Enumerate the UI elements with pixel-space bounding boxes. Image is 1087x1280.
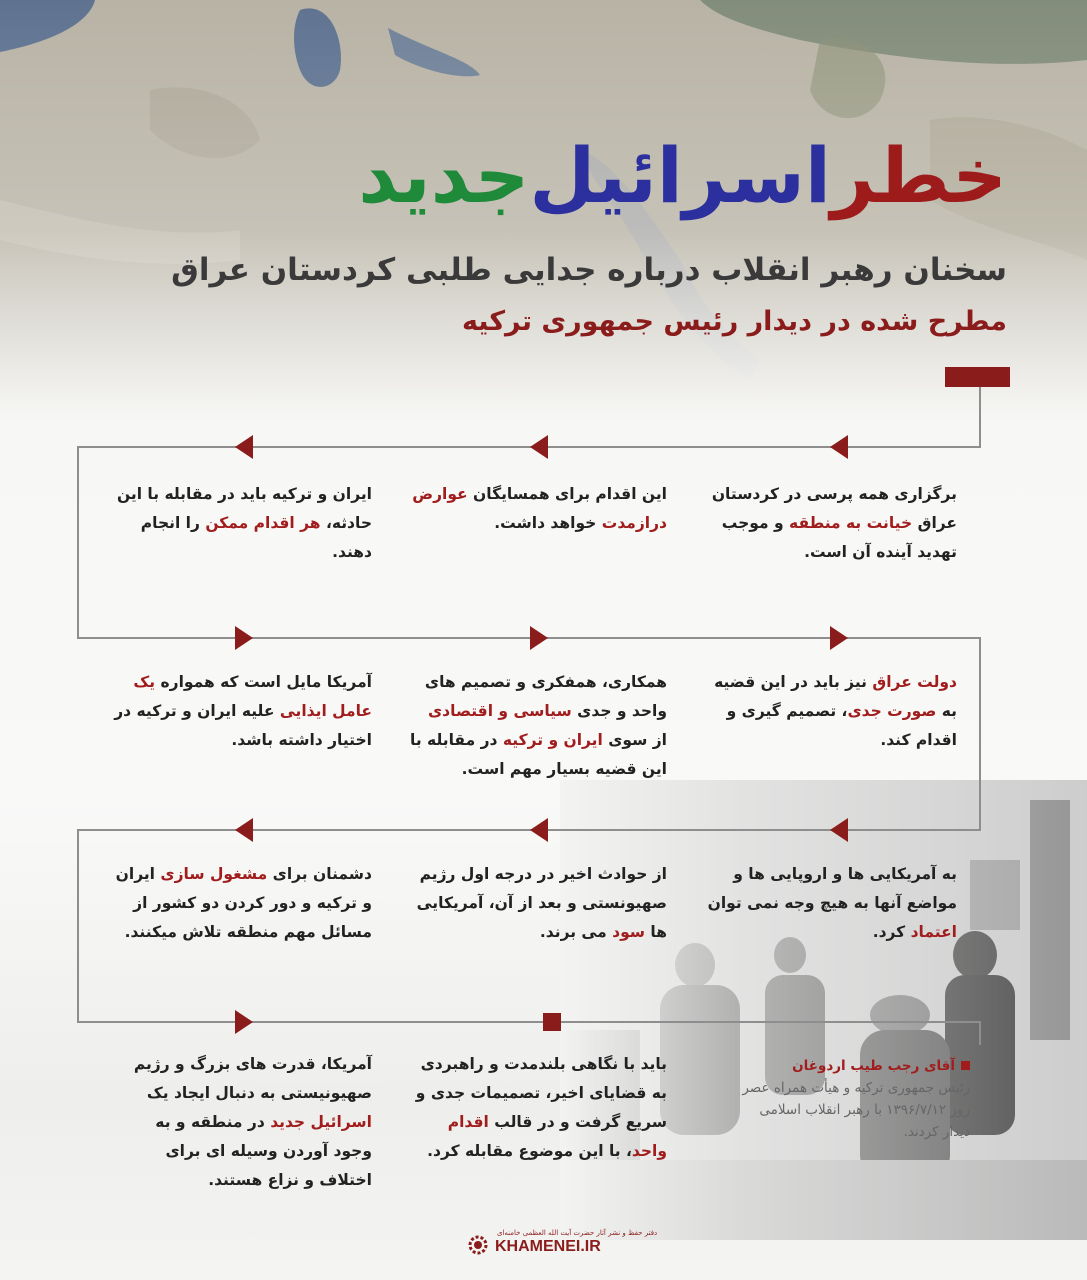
page-subtitle: سخنان رهبر انقلاب درباره جدایی طلبی کردستان عراق — [171, 252, 1007, 288]
point-9: دشمنان برای مشغول سازی ایران و ترکیه و دور کردن دو کشور از مسائل مهم منطقه تلاش میکنند. — [115, 865, 372, 941]
arrow-row4-1 — [235, 1010, 253, 1034]
page-subtitle-2: مطرح شده در دیدار رئیس جمهوری ترکیه — [461, 306, 1007, 337]
site-logo[interactable] — [467, 1228, 658, 1260]
arrow-row3-1 — [830, 818, 848, 842]
logo-gear-icon — [467, 1234, 489, 1256]
point-3: ایران و ترکیه باید در مقابله با این حادثه، هر اقدام ممکن را انجام دهند. — [116, 485, 372, 561]
flow-start-marker — [945, 367, 1010, 387]
caption-text: رئیس جمهوری ترکیه و هیأت همراه عصر روز ۱۳۹۶/۷/۱۲ با رهبر انقلاب اسلامی دیدار کردند. — [742, 1080, 970, 1140]
logo-small-text: دفتر حفظ و نشر آثار حضرت آیت الله العظمی خامنه‌ای — [497, 1229, 658, 1237]
point-10: باید با نگاهی بلندمدت و راهبردی به قضایای اخیر، تصمیمات جدی و سریع گرفت و در قالب اقدام واحد، با این موضوع مقابله کرد. — [415, 1055, 667, 1160]
arrow-row1-2 — [530, 435, 548, 459]
title-part1: خطر — [830, 131, 1007, 220]
point-7: به آمریکایی ها و اروپایی ها و مواضع آنها به هیچ وجه نمی توان اعتماد کرد. — [707, 865, 957, 941]
title-part3: جدید — [358, 131, 530, 220]
arrow-row2-1 — [830, 626, 848, 650]
point-5: همکاری، همفکری و تصمیم های واحد و جدی سیاسی و اقتصادی از سوی ایران و ترکیه در مقابله با این قضیه بسیار مهم است. — [410, 673, 667, 778]
point-8: از حوادث اخیر در درجه اول رژیم صهیونستی و بعد از آن، آمریکایی ها سود می برند. — [416, 865, 667, 941]
point-4: دولت عراق نیز باید در این قضیه به صورت جدی، تصمیم گیری و اقدام کند. — [714, 673, 957, 749]
arrow-row3-2 — [530, 818, 548, 842]
arrow-row3-3 — [235, 818, 253, 842]
point-6: آمریکا مایل است که همواره یک عامل ایذایی علیه ایران و ترکیه در اختیار داشته باشد. — [114, 673, 372, 749]
caption-name: آقای رجب طیب اردوغان — [792, 1058, 955, 1074]
arrow-row1-3 — [235, 435, 253, 459]
point-11: آمریکا، قدرت های بزرگ و رژیم صهیونیستی به دنبال ایجاد یک اسرائیل جدید در منطقه و به وجود آوردن وسیله ای برای اختلاف و نزاع هستند. — [133, 1055, 372, 1189]
arrow-row2-3 — [235, 626, 253, 650]
title-part2: اسرائیل — [529, 131, 831, 220]
point-1: برگزاری همه پرسی در کردستان عراق خیانت به منطقه و موجب تهدید آینده آن است. — [711, 485, 957, 561]
arrow-row1-1 — [830, 435, 848, 459]
caption-square-icon — [961, 1061, 970, 1070]
arrow-row2-2 — [530, 626, 548, 650]
flow-end-marker — [543, 1013, 561, 1031]
photo-caption — [730, 1055, 970, 1143]
point-2: این اقدام برای همسایگان عوارض درازمدت خواهد داشت. — [412, 485, 667, 532]
logo-site-name: KHAMENEI.IR — [495, 1238, 601, 1255]
